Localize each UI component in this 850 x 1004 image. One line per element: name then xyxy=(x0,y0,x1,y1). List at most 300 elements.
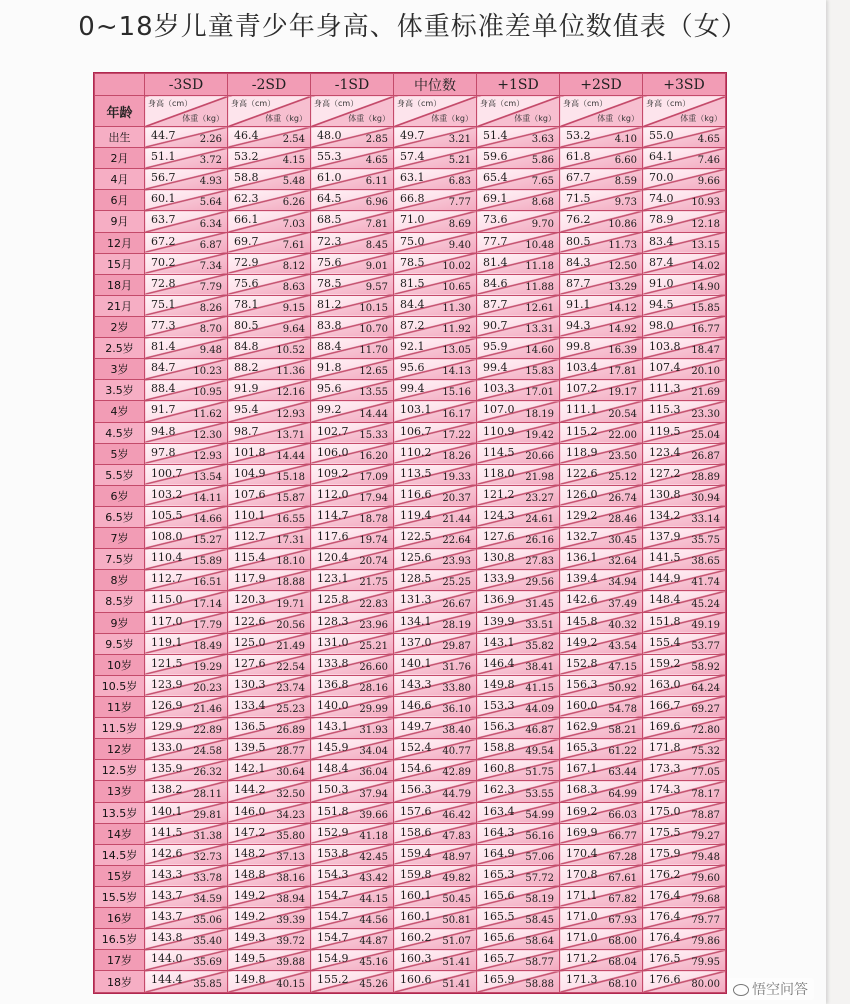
value-cell xyxy=(477,549,560,570)
value-cell xyxy=(477,443,560,464)
height-value: 75.1 xyxy=(151,297,176,311)
weight-value: 7.81 xyxy=(365,218,388,230)
height-value: 51.1 xyxy=(151,150,176,164)
value-cell xyxy=(228,506,311,527)
height-value: 137.9 xyxy=(649,530,681,544)
value-cell xyxy=(228,886,311,907)
page-title: 0~18岁儿童青少年身高、体重标准差单位数值表（女） xyxy=(78,12,748,42)
value-cell xyxy=(311,232,394,253)
weight-value: 20.56 xyxy=(276,619,305,631)
height-value: 132.7 xyxy=(566,530,598,544)
value-cell xyxy=(311,760,394,781)
weight-value: 20.37 xyxy=(442,492,471,504)
value-cell xyxy=(394,422,477,443)
value-cell xyxy=(311,781,394,802)
height-value: 120.4 xyxy=(317,551,349,565)
height-value: 87.7 xyxy=(566,276,591,290)
weight-value: 49.19 xyxy=(691,619,720,631)
weight-value: 19.17 xyxy=(608,387,637,399)
value-cell xyxy=(643,908,726,929)
height-value: 80.5 xyxy=(566,234,591,248)
weight-value: 8.59 xyxy=(614,176,637,188)
value-cell xyxy=(560,781,643,802)
height-value: 88.4 xyxy=(151,382,176,396)
weight-value: 8.26 xyxy=(199,302,222,314)
weight-value: 37.13 xyxy=(276,851,305,863)
value-cell xyxy=(560,802,643,823)
height-value: 78.9 xyxy=(649,213,674,227)
value-cell xyxy=(311,211,394,232)
weight-value: 16.17 xyxy=(442,408,471,420)
value-cell xyxy=(643,675,726,696)
value-cell xyxy=(311,718,394,739)
weight-value: 9.40 xyxy=(448,239,471,251)
height-value: 133.0 xyxy=(151,741,183,755)
unit-header-cell xyxy=(643,96,726,127)
value-cell xyxy=(477,401,560,422)
height-value: 53.2 xyxy=(234,150,259,164)
value-cell xyxy=(228,169,311,190)
weight-value: 58.21 xyxy=(608,725,637,737)
height-value: 154.6 xyxy=(400,762,432,776)
table-row xyxy=(95,971,726,993)
height-value: 112.7 xyxy=(234,530,266,544)
weight-value: 22.83 xyxy=(359,598,388,610)
height-value: 153.8 xyxy=(317,846,349,860)
value-cell xyxy=(228,528,311,549)
height-value: 65.4 xyxy=(483,171,508,185)
weight-value: 44.79 xyxy=(442,788,471,800)
value-cell xyxy=(394,506,477,527)
table-row xyxy=(95,950,726,971)
value-cell xyxy=(560,485,643,506)
table-row xyxy=(95,485,726,506)
weight-value: 39.66 xyxy=(359,809,388,821)
value-cell xyxy=(311,359,394,380)
height-value: 136.5 xyxy=(234,720,266,734)
value-cell xyxy=(477,844,560,865)
value-cell xyxy=(560,274,643,295)
value-cell xyxy=(228,127,311,148)
weight-value: 23.30 xyxy=(691,408,720,420)
height-value: 126.0 xyxy=(566,487,598,501)
weight-value: 29.56 xyxy=(525,577,554,589)
height-value: 175.9 xyxy=(649,846,681,860)
value-cell xyxy=(643,950,726,971)
value-cell xyxy=(394,169,477,190)
value-cell xyxy=(311,549,394,570)
value-cell xyxy=(477,781,560,802)
age-cell: 5岁 xyxy=(95,443,145,464)
value-cell xyxy=(228,865,311,886)
height-value: 64.1 xyxy=(649,150,674,164)
table-row xyxy=(95,190,726,211)
height-value: 66.8 xyxy=(400,192,425,206)
value-cell xyxy=(477,295,560,316)
value-cell xyxy=(477,422,560,443)
weight-value: 51.07 xyxy=(442,936,471,948)
height-value: 81.2 xyxy=(317,297,342,311)
value-cell xyxy=(228,950,311,971)
value-cell xyxy=(394,865,477,886)
height-value: 123.4 xyxy=(649,445,681,459)
height-value: 119.5 xyxy=(649,424,681,438)
height-value: 124.3 xyxy=(483,508,515,522)
weight-value: 21.98 xyxy=(525,471,554,483)
value-cell xyxy=(311,675,394,696)
value-cell xyxy=(145,380,228,401)
weight-value: 79.27 xyxy=(691,830,720,842)
height-value: 91.8 xyxy=(317,361,342,375)
table-row xyxy=(95,401,726,422)
table-row xyxy=(95,760,726,781)
height-value: 171.0 xyxy=(566,910,598,924)
value-cell xyxy=(560,844,643,865)
weight-value: 30.64 xyxy=(276,767,305,779)
height-value: 147.2 xyxy=(234,825,266,839)
height-value: 103.4 xyxy=(566,361,598,375)
height-value: 70.2 xyxy=(151,255,176,269)
height-value: 152.9 xyxy=(317,825,349,839)
weight-value: 44.15 xyxy=(359,894,388,906)
weight-value: 28.11 xyxy=(193,788,222,800)
value-cell xyxy=(477,823,560,844)
weight-value: 10.65 xyxy=(442,281,471,293)
value-cell xyxy=(643,464,726,485)
weight-value: 22.00 xyxy=(608,429,637,441)
height-value: 158.6 xyxy=(400,825,432,839)
weight-value: 25.23 xyxy=(276,704,305,716)
weight-value: 78.87 xyxy=(691,809,720,821)
table-row xyxy=(95,253,726,274)
value-cell xyxy=(560,908,643,929)
table-row xyxy=(95,211,726,232)
height-value: 156.3 xyxy=(566,677,598,691)
value-cell xyxy=(228,908,311,929)
height-value: 114.5 xyxy=(483,445,515,459)
weight-value: 77.05 xyxy=(691,767,720,779)
weight-value: 33.80 xyxy=(442,682,471,694)
table-row xyxy=(95,675,726,696)
height-value: 139.4 xyxy=(566,572,598,586)
height-value: 142.6 xyxy=(151,846,183,860)
height-value: 128.5 xyxy=(400,572,432,586)
age-cell: 13.5岁 xyxy=(95,802,145,823)
weight-value: 68.00 xyxy=(608,936,637,948)
height-value: 98.7 xyxy=(234,424,259,438)
height-value: 81.5 xyxy=(400,276,425,290)
value-cell xyxy=(311,865,394,886)
value-cell xyxy=(643,422,726,443)
value-cell xyxy=(394,633,477,654)
value-cell xyxy=(560,464,643,485)
value-cell xyxy=(560,380,643,401)
weight-value: 17.94 xyxy=(359,492,388,504)
value-cell xyxy=(560,886,643,907)
table-row xyxy=(95,929,726,950)
height-value: 71.5 xyxy=(566,192,591,206)
height-value: 141.5 xyxy=(151,825,183,839)
height-value: 144.4 xyxy=(151,973,183,987)
height-value: 148.2 xyxy=(234,846,266,860)
height-value: 121.5 xyxy=(151,656,183,670)
value-cell xyxy=(643,718,726,739)
height-value: 109.2 xyxy=(317,466,349,480)
value-cell xyxy=(643,823,726,844)
weight-value: 68.10 xyxy=(608,979,637,990)
height-value: 78.1 xyxy=(234,297,259,311)
value-cell xyxy=(311,802,394,823)
weight-value: 28.89 xyxy=(691,471,720,483)
weight-value: 51.41 xyxy=(442,957,471,969)
weight-value: 11.18 xyxy=(525,260,554,272)
value-cell xyxy=(560,232,643,253)
weight-value: 23.93 xyxy=(442,556,471,568)
weight-value: 7.77 xyxy=(448,197,471,209)
height-value: 99.4 xyxy=(483,361,508,375)
height-value: 169.6 xyxy=(649,720,681,734)
height-value: 160.3 xyxy=(400,952,432,966)
table-row xyxy=(95,865,726,886)
value-cell xyxy=(477,190,560,211)
weight-value: 12.65 xyxy=(359,366,388,378)
value-cell xyxy=(311,739,394,760)
weight-value: 45.26 xyxy=(359,979,388,990)
height-value: 103.8 xyxy=(649,340,681,354)
height-value: 165.6 xyxy=(483,931,515,945)
weight-value: 36.10 xyxy=(442,704,471,716)
height-value: 91.1 xyxy=(566,297,591,311)
weight-value: 50.92 xyxy=(608,682,637,694)
height-value: 77.7 xyxy=(483,234,508,248)
weight-value: 21.75 xyxy=(359,577,388,589)
table-row xyxy=(95,169,726,190)
weight-value: 17.01 xyxy=(525,387,554,399)
height-value: 173.3 xyxy=(649,762,681,776)
value-cell xyxy=(394,127,477,148)
value-cell xyxy=(477,971,560,993)
weight-value: 4.65 xyxy=(697,134,720,146)
weight-value: 12.16 xyxy=(276,387,305,399)
weight-value: 39.39 xyxy=(276,915,305,927)
value-cell xyxy=(643,169,726,190)
weight-value: 5.64 xyxy=(199,197,222,209)
height-value: 62.3 xyxy=(234,192,259,206)
height-value: 171.3 xyxy=(566,973,598,987)
weight-value: 45.16 xyxy=(359,957,388,969)
value-cell xyxy=(394,549,477,570)
height-value: 130.8 xyxy=(649,487,681,501)
weight-value: 11.73 xyxy=(608,239,637,251)
weight-value: 34.59 xyxy=(193,894,222,906)
value-cell xyxy=(560,422,643,443)
age-cell: 16.5岁 xyxy=(95,929,145,950)
height-value: 74.0 xyxy=(649,192,674,206)
weight-value: 14.66 xyxy=(193,514,222,526)
value-cell xyxy=(394,211,477,232)
value-cell xyxy=(311,380,394,401)
weight-value: 7.46 xyxy=(697,155,720,167)
weight-value: 79.48 xyxy=(691,851,720,863)
value-cell xyxy=(145,506,228,527)
value-cell xyxy=(145,908,228,929)
value-cell xyxy=(477,380,560,401)
value-cell xyxy=(228,211,311,232)
weight-value: 7.03 xyxy=(282,218,305,230)
weight-value: 54.78 xyxy=(608,704,637,716)
weight-value: 34.04 xyxy=(359,746,388,758)
value-cell xyxy=(311,971,394,993)
weight-value: 58.45 xyxy=(525,915,554,927)
value-cell xyxy=(311,338,394,359)
value-cell xyxy=(394,316,477,337)
value-cell xyxy=(643,612,726,633)
table-row xyxy=(95,127,726,148)
weight-value: 22.54 xyxy=(276,661,305,673)
age-cell: 出生 xyxy=(95,127,145,148)
value-cell xyxy=(477,148,560,169)
value-cell xyxy=(228,675,311,696)
age-cell: 2.5岁 xyxy=(95,338,145,359)
age-cell: 10.5岁 xyxy=(95,675,145,696)
weight-value: 10.52 xyxy=(276,345,305,357)
weight-value: 32.73 xyxy=(193,851,222,863)
table-row xyxy=(95,274,726,295)
age-cell: 11.5岁 xyxy=(95,718,145,739)
table-row xyxy=(95,506,726,527)
age-cell: 3岁 xyxy=(95,359,145,380)
weight-value: 26.74 xyxy=(608,492,637,504)
value-cell xyxy=(145,823,228,844)
weight-value: 78.17 xyxy=(691,788,720,800)
value-cell xyxy=(228,802,311,823)
weight-value: 12.50 xyxy=(608,260,637,272)
watermark-text: 悟空问答 xyxy=(752,982,808,998)
weight-value: 32.64 xyxy=(608,556,637,568)
height-value: 94.5 xyxy=(649,297,674,311)
height-value: 133.8 xyxy=(317,656,349,670)
height-value: 148.4 xyxy=(649,593,681,607)
age-column-header: 年龄 xyxy=(95,96,145,127)
value-cell xyxy=(560,971,643,993)
weight-value: 41.18 xyxy=(359,830,388,842)
weight-value: 12.93 xyxy=(193,450,222,462)
value-cell xyxy=(394,380,477,401)
weight-value: 5.86 xyxy=(531,155,554,167)
unit-header-cell xyxy=(228,96,311,127)
weight-value: 2.54 xyxy=(282,134,305,146)
weight-value: 33.78 xyxy=(193,872,222,884)
value-cell xyxy=(643,295,726,316)
height-value: 137.0 xyxy=(400,635,432,649)
value-cell xyxy=(311,401,394,422)
value-cell xyxy=(145,401,228,422)
weight-value: 18.78 xyxy=(359,514,388,526)
height-value: 176.4 xyxy=(649,910,681,924)
height-value: 120.3 xyxy=(234,593,266,607)
height-value: 99.2 xyxy=(317,403,342,417)
weight-value: 17.79 xyxy=(193,619,222,631)
table-row xyxy=(95,823,726,844)
value-cell xyxy=(311,696,394,717)
height-value: 155.2 xyxy=(317,973,349,987)
value-cell xyxy=(311,612,394,633)
value-cell xyxy=(560,633,643,654)
height-value: 171.0 xyxy=(566,931,598,945)
weight-value: 20.23 xyxy=(193,682,222,694)
sd-column-header: +3SD xyxy=(643,74,726,96)
weight-value: 11.92 xyxy=(442,324,471,336)
weight-value: 10.70 xyxy=(359,324,388,336)
height-value: 149.5 xyxy=(234,952,266,966)
height-value: 159.4 xyxy=(400,846,432,860)
height-value: 130.8 xyxy=(483,551,515,565)
value-cell xyxy=(394,760,477,781)
height-value: 123.9 xyxy=(151,677,183,691)
value-cell xyxy=(477,633,560,654)
value-cell xyxy=(394,908,477,929)
weight-value: 12.61 xyxy=(525,302,554,314)
height-value: 104.9 xyxy=(234,466,266,480)
value-cell xyxy=(228,443,311,464)
weight-value: 21.44 xyxy=(442,514,471,526)
value-cell xyxy=(477,612,560,633)
value-cell xyxy=(560,211,643,232)
height-value: 84.6 xyxy=(483,276,508,290)
weight-value: 6.87 xyxy=(199,239,222,251)
value-cell xyxy=(228,612,311,633)
height-value: 162.9 xyxy=(566,720,598,734)
value-cell xyxy=(228,338,311,359)
weight-value: 51.75 xyxy=(525,767,554,779)
weight-value: 14.60 xyxy=(525,345,554,357)
weight-value: 4.65 xyxy=(365,155,388,167)
value-cell xyxy=(228,718,311,739)
weight-value: 58.64 xyxy=(525,936,554,948)
weight-value: 43.54 xyxy=(608,640,637,652)
weight-unit-label: 体重（kg） xyxy=(597,114,639,123)
height-value: 60.1 xyxy=(151,192,176,206)
value-cell xyxy=(145,886,228,907)
height-value: 159.8 xyxy=(400,867,432,881)
height-value: 169.2 xyxy=(566,804,598,818)
weight-value: 8.45 xyxy=(365,239,388,251)
weight-value: 19.33 xyxy=(442,471,471,483)
value-cell xyxy=(643,443,726,464)
value-cell xyxy=(311,464,394,485)
height-value: 136.1 xyxy=(566,551,598,565)
weight-value: 79.68 xyxy=(691,894,720,906)
weight-value: 79.77 xyxy=(691,915,720,927)
value-cell xyxy=(311,591,394,612)
height-value: 115.2 xyxy=(566,424,598,438)
unit-header-cell xyxy=(394,96,477,127)
value-cell xyxy=(228,380,311,401)
height-value: 112.7 xyxy=(151,572,183,586)
weight-value: 44.56 xyxy=(359,915,388,927)
weight-value: 53.55 xyxy=(525,788,554,800)
value-cell xyxy=(477,232,560,253)
height-value: 107.6 xyxy=(234,487,266,501)
height-value: 59.6 xyxy=(483,150,508,164)
weight-value: 20.54 xyxy=(608,408,637,420)
weight-value: 67.82 xyxy=(608,894,637,906)
height-value: 106.7 xyxy=(400,424,432,438)
age-cell: 4岁 xyxy=(95,401,145,422)
weight-value: 28.77 xyxy=(276,746,305,758)
height-value: 156.3 xyxy=(483,720,515,734)
weight-value: 10.02 xyxy=(442,260,471,272)
